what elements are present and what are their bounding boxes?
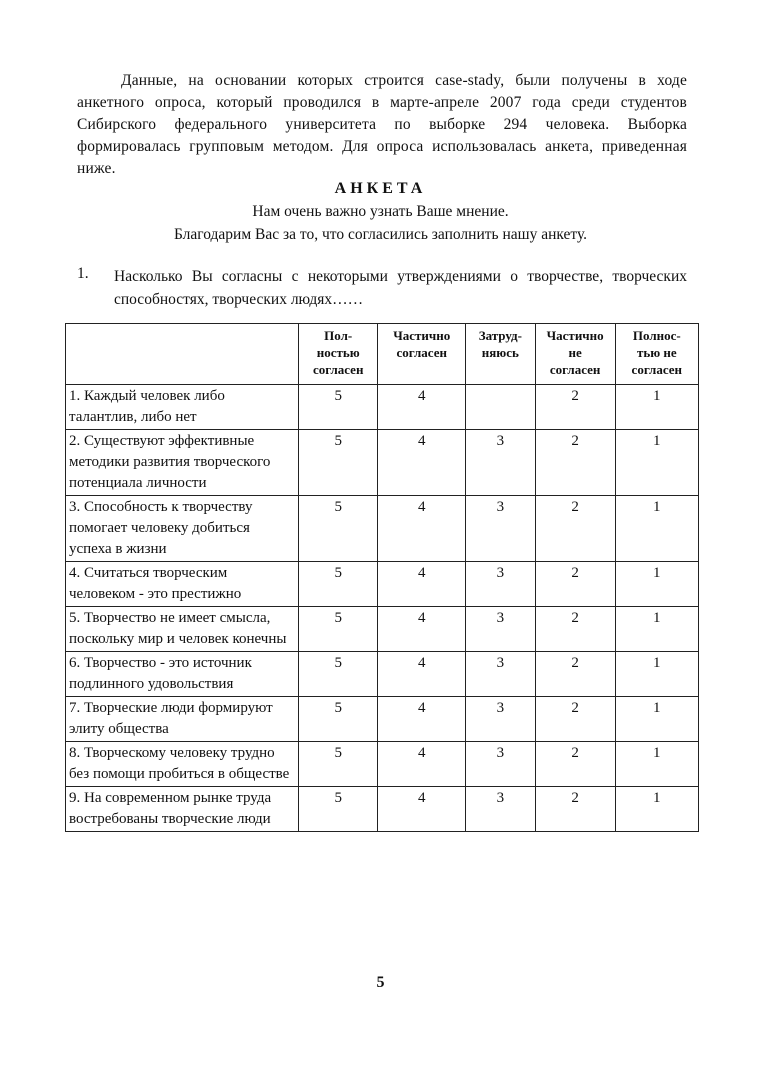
- statement-cell: 7. Творческие люди формируют элиту общества: [66, 697, 299, 742]
- rating-option-cell: 5: [298, 607, 378, 652]
- rating-option-cell: 1: [615, 652, 698, 697]
- rating-option-cell: 2: [535, 652, 615, 697]
- rating-option-cell: 5: [298, 496, 378, 562]
- rating-option-cell: 4: [378, 697, 465, 742]
- statement-cell: 8. Творческому человеку трудно без помощи пробиться в обществе: [66, 742, 299, 787]
- statement-cell: 5. Творчество не имеет смысла, поскольку мир и человек конечны: [66, 607, 299, 652]
- header-partly-disagree: Частично не согласен: [535, 324, 615, 385]
- question-number: 1.: [77, 265, 89, 282]
- question-text: Насколько Вы согласны с некоторыми утверждениями о творчестве, творческих способностях, творческих людях……: [114, 268, 687, 308]
- intro-paragraph: Данные, на основании которых строится case-stady, были получены в ходе анкетного опроса, который проводился в марте-апреле 2007 года среди студентов Сибирского федерального университета по выборке 294 человека. Выборка формировалась групповым методом. Для опроса использовалась анкета, приведенная ниже.: [77, 72, 687, 177]
- rating-option-cell: 4: [378, 430, 465, 496]
- header-fully-agree: Пол- ностью согласен: [298, 324, 378, 385]
- header-undecided: Затруд- няюсь: [465, 324, 535, 385]
- rating-option-cell: 2: [535, 607, 615, 652]
- table-row: [66, 607, 699, 652]
- statement-cell: 1. Каждый человек либо талантлив, либо нет: [66, 385, 299, 430]
- rating-option-cell: [465, 385, 535, 430]
- rating-option-cell: 2: [535, 385, 615, 430]
- header-partly-agree: Частично согласен: [378, 324, 465, 385]
- rating-option-cell: 2: [535, 697, 615, 742]
- rating-option-cell: 5: [298, 787, 378, 832]
- rating-option-cell: 1: [615, 385, 698, 430]
- statement-cell: 6. Творчество - это источник подлинного удовольствия: [66, 652, 299, 697]
- statement-cell: 2. Существуют эффективные методики развития творческого потенциала личности: [66, 430, 299, 496]
- rating-option-cell: 5: [298, 385, 378, 430]
- rating-option-cell: 3: [465, 697, 535, 742]
- statement-cell: 9. На современном рынке труда востребованы творческие люди: [66, 787, 299, 832]
- rating-option-cell: 4: [378, 385, 465, 430]
- rating-option-cell: 1: [615, 742, 698, 787]
- rating-option-cell: 2: [535, 562, 615, 607]
- rating-option-cell: 5: [298, 430, 378, 496]
- rating-option-cell: 2: [535, 430, 615, 496]
- survey-table-body: [66, 385, 699, 832]
- rating-option-cell: 4: [378, 607, 465, 652]
- rating-option-cell: 1: [615, 496, 698, 562]
- rating-option-cell: 5: [298, 652, 378, 697]
- greeting-line-2: Благодарим Вас за то, что согласились заполнить нашу анкету.: [173, 226, 588, 243]
- rating-option-cell: 3: [465, 787, 535, 832]
- table-row: [66, 697, 699, 742]
- rating-option-cell: 4: [378, 652, 465, 697]
- statement-cell: 3. Способность к творчеству помогает человеку добиться успеха в жизни: [66, 496, 299, 562]
- header-blank-cell: [66, 324, 299, 385]
- rating-option-cell: 5: [298, 562, 378, 607]
- page-number: 5: [376, 974, 385, 991]
- table-row: [66, 562, 699, 607]
- rating-option-cell: 3: [465, 652, 535, 697]
- rating-option-cell: 2: [535, 787, 615, 832]
- rating-option-cell: 3: [465, 562, 535, 607]
- rating-option-cell: 4: [378, 787, 465, 832]
- survey-table: [65, 323, 699, 832]
- rating-option-cell: 1: [615, 562, 698, 607]
- table-row: [66, 787, 699, 832]
- table-row: [66, 430, 699, 496]
- rating-option-cell: 1: [615, 787, 698, 832]
- table-row: [66, 742, 699, 787]
- rating-option-cell: 4: [378, 496, 465, 562]
- rating-option-cell: 4: [378, 742, 465, 787]
- rating-option-cell: 1: [615, 697, 698, 742]
- table-row: [66, 496, 699, 562]
- rating-option-cell: 5: [298, 697, 378, 742]
- table-row: [66, 385, 699, 430]
- rating-option-cell: 1: [615, 607, 698, 652]
- statement-cell: 4. Считаться творческим человеком - это престижно: [66, 562, 299, 607]
- greeting-line-1: Нам очень важно узнать Ваше мнение.: [252, 203, 509, 220]
- rating-option-cell: 3: [465, 496, 535, 562]
- table-header-row: [66, 324, 699, 385]
- survey-title: АНКЕТА: [334, 180, 427, 197]
- rating-option-cell: 4: [378, 562, 465, 607]
- rating-option-cell: 5: [298, 742, 378, 787]
- rating-option-cell: 2: [535, 742, 615, 787]
- rating-option-cell: 1: [615, 430, 698, 496]
- rating-option-cell: 2: [535, 496, 615, 562]
- rating-option-cell: 3: [465, 607, 535, 652]
- table-row: [66, 652, 699, 697]
- rating-option-cell: 3: [465, 742, 535, 787]
- rating-option-cell: 3: [465, 430, 535, 496]
- header-fully-disagree: Полнос- тью не согласен: [615, 324, 698, 385]
